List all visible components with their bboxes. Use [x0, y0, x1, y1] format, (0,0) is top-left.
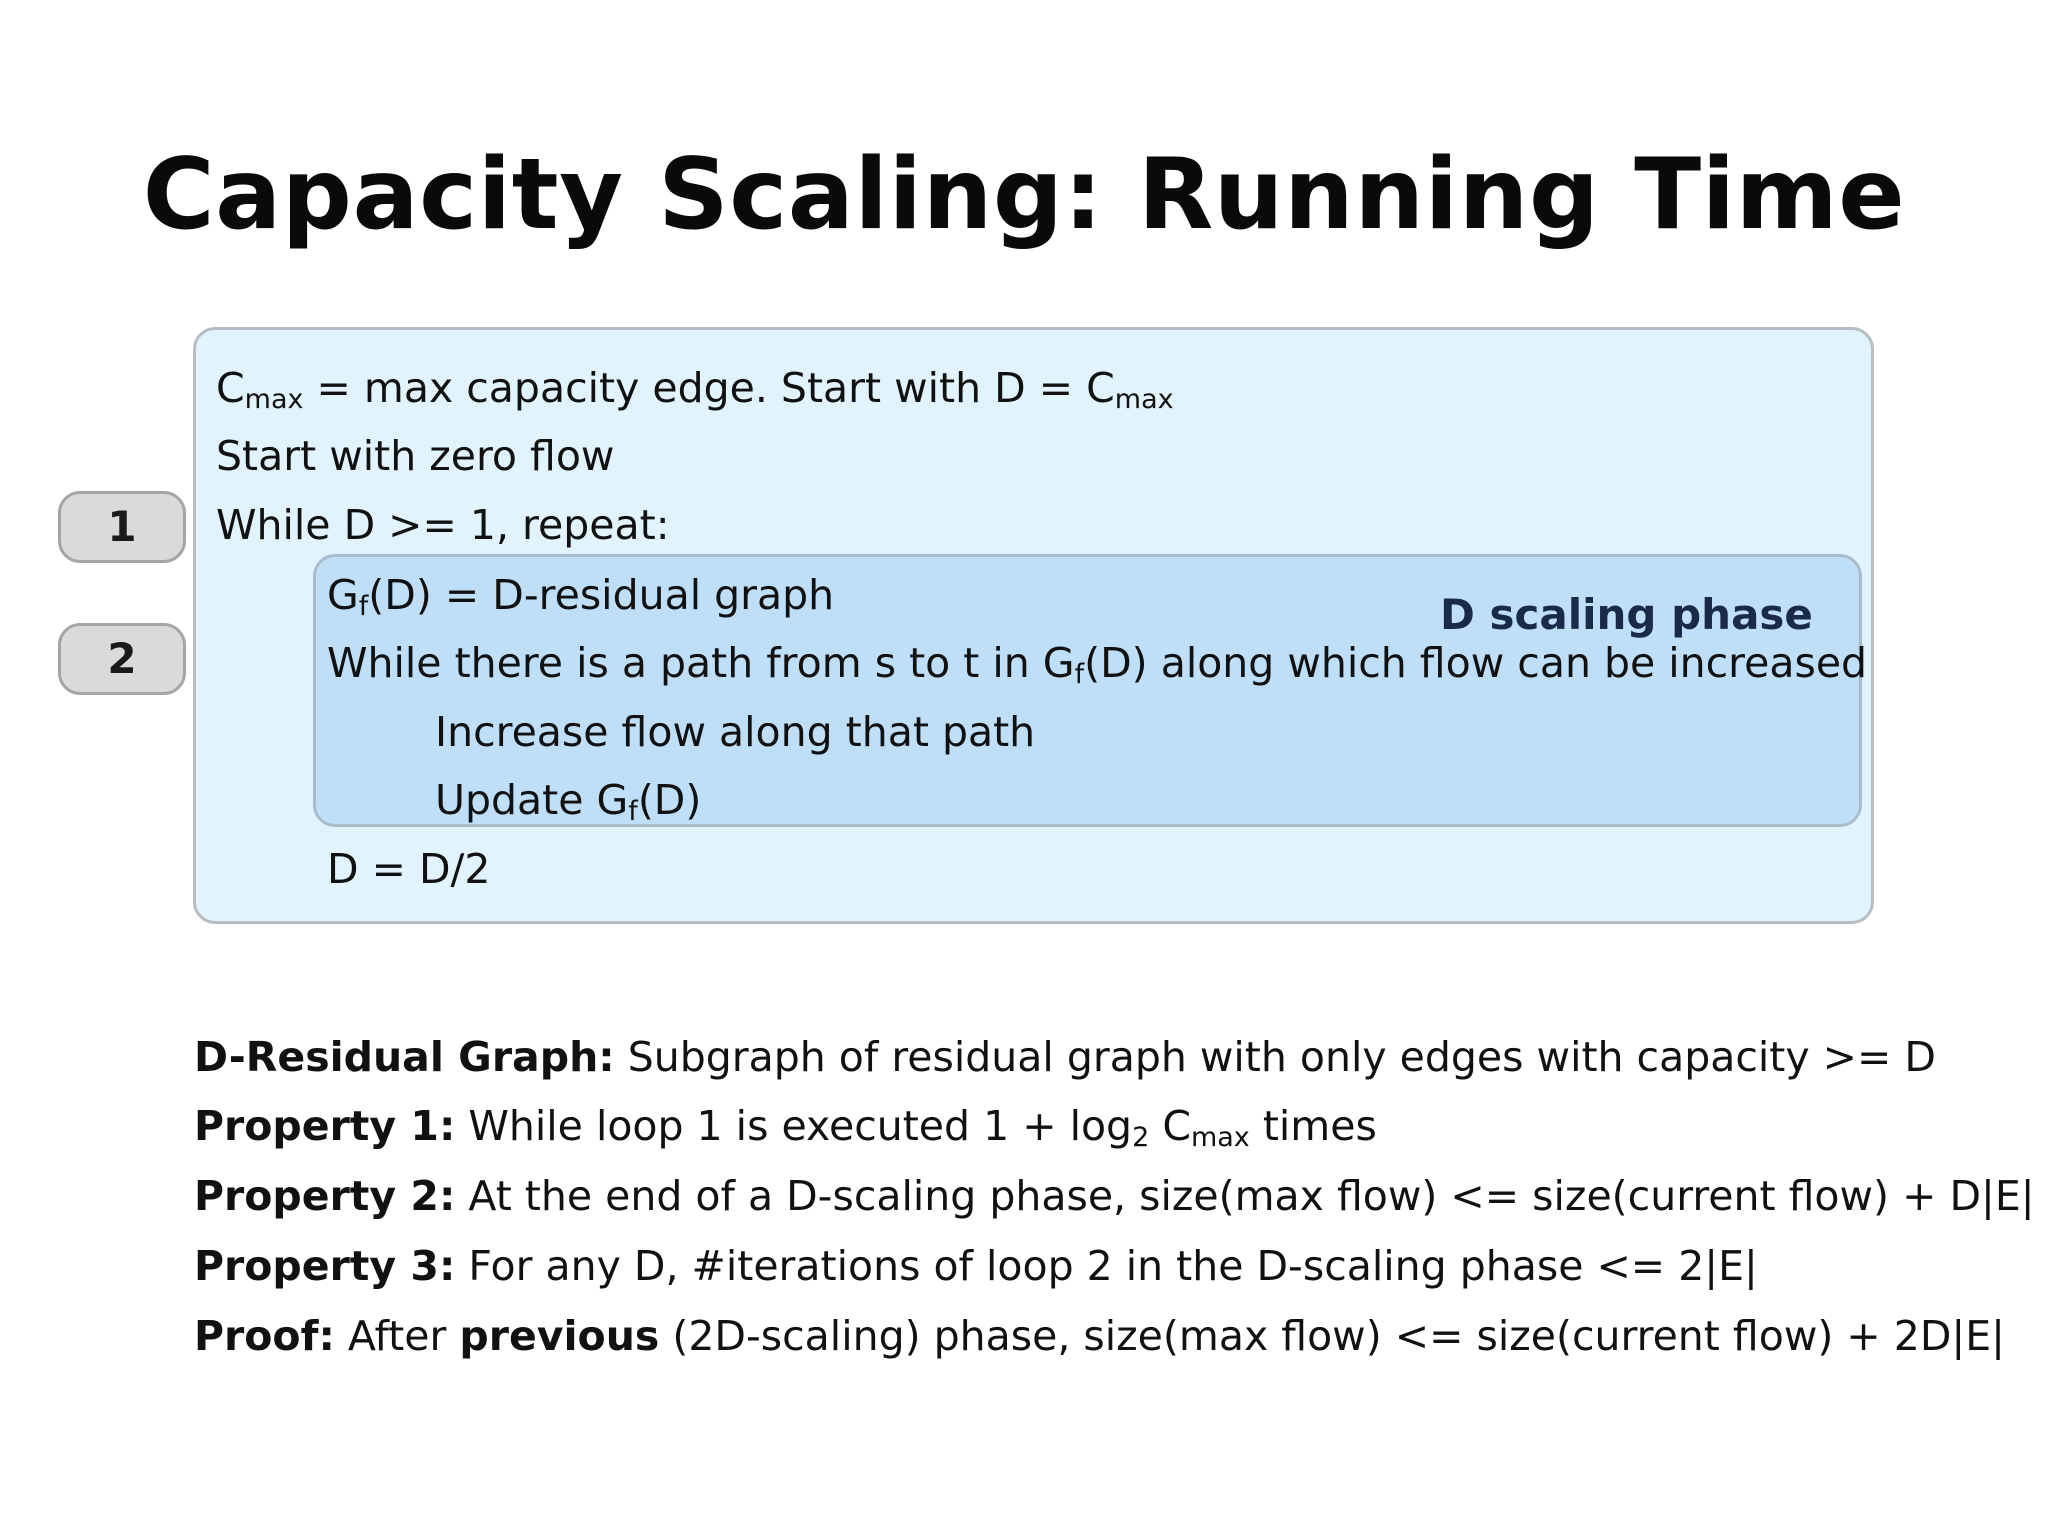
algo-line-while-path: While there is a path from s to t in $G_f(D)$ along which flow can be increased — [327, 639, 1868, 690]
property-1: Property 1: While loop 1 is executed $1 + \log_2 C_{max}$ times — [194, 1102, 1377, 1153]
algo-line-zero-flow: Start with zero flow — [216, 432, 615, 480]
algo-line-while-d: While D >= 1, repeat: — [216, 501, 670, 549]
algo-line-halve-d: D = D/2 — [327, 845, 491, 893]
d-residual-graph-definition: D-Residual Graph: Subgraph of residual graph with only edges with capacity >= D — [194, 1033, 1936, 1081]
proof: Proof: After previous (2D-scaling) phase, size(max flow) <= size(current flow) + 2D|E| — [194, 1312, 2005, 1360]
algo-line-residual-graph: $G_f(D)$ = D-residual graph — [327, 571, 835, 622]
algo-line-update: Update $G_f(D)$ — [435, 776, 702, 827]
loop-2-badge: 2 — [58, 623, 186, 695]
scaling-phase-label: D scaling phase — [1440, 590, 1813, 639]
slide-title: Capacity Scaling: Running Time — [142, 138, 1906, 252]
property-2: Property 2: At the end of a D-scaling phase, size(max flow) <= size(current flow) + D|E| — [194, 1172, 2035, 1220]
property-3: Property 3: For any D, #iterations of loop 2 in the D-scaling phase <= 2|E| — [194, 1242, 1758, 1290]
algo-line-increase-flow: Increase flow along that path — [435, 708, 1036, 756]
algo-line-cmax: $C_{max} = \max$ capacity edge. Start with $D = C_{max}$ — [216, 364, 1174, 415]
loop-1-badge: 1 — [58, 491, 186, 563]
